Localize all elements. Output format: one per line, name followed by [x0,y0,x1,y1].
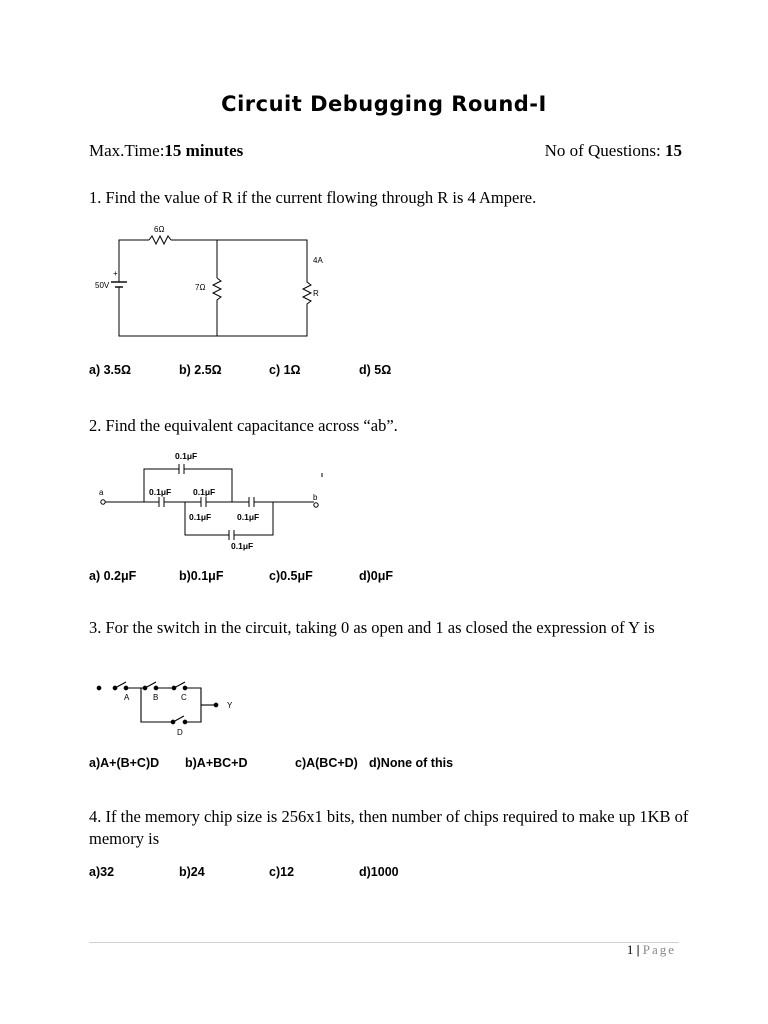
option-d: d) 5Ω [359,363,392,377]
footer-separator: | [636,942,640,957]
question-count-value: 15 [665,141,682,160]
question-2-text: 2. Find the equivalent capacitance across “ab”. [89,416,398,435]
cap-bottom-label: 0.1μF [231,541,254,551]
option-b: b)A+BC+D [185,756,248,770]
question-4-text: 4. If the memory chip size is 256x1 bits, then number of chips required to make up 1KB of memory is [89,807,689,848]
page-number: 1 [626,942,634,957]
page-label: Page [642,942,676,957]
option-a: a)A+(B+C)D [89,756,160,770]
question-count-label: No of Questions: [544,141,661,160]
option-b: b) 2.5Ω [179,363,222,377]
output-y-label: Y [227,701,233,710]
option-a: a)32 [89,865,115,879]
option-c: c) 1Ω [269,363,301,377]
page-title: Circuit Debugging Round-I [221,92,547,116]
question-count [545,141,682,161]
cap-3-label: 0.1μF [189,512,212,522]
question-1-circuit [89,222,349,342]
question-3-circuit [89,672,259,742]
option-c: c)A(BC+D) [295,756,358,770]
question-1-text: 1. Find the value of R if the current flowing through R is 4 Ampere. [89,188,537,207]
switch-a-label: A [124,693,130,702]
option-d: d)1000 [359,865,399,879]
question-3-text: 3. For the switch in the circuit, taking 0 as open and 1 as closed the expression of Y is [89,618,655,637]
max-time-label: Max.Time: [89,141,165,160]
switch-b-label: B [153,693,159,702]
option-a: a) 3.5Ω [89,363,131,377]
page-footer [627,942,676,958]
cap-2-label: 0.1μF [193,487,216,497]
question-2-circuit [89,447,329,555]
cap-4-label: 0.1μF [237,512,260,522]
option-c: c)12 [269,865,295,879]
option-c: c)0.5μF [269,569,313,583]
resistor-7-label: 7Ω [195,283,206,292]
cap-1-label: 0.1μF [149,487,172,497]
max-time [89,141,243,161]
source-label: 50V [95,281,110,290]
plus-sign: + [113,269,118,278]
switch-c-label: C [181,693,187,702]
terminal-b-label: b [313,493,318,502]
cap-top-label: 0.1μF [175,451,198,461]
resistor-r-label: R [313,289,319,298]
option-b: b)0.1μF [179,569,224,583]
switch-d-label: D [177,728,183,737]
terminal-a-label: a [99,488,104,497]
option-b: b)24 [179,865,205,879]
footer-divider [89,942,679,943]
option-d: d)None of this [369,756,454,770]
max-time-value: 15 minutes [164,141,244,160]
resistor-6-label: 6Ω [154,225,165,234]
option-a: a) 0.2μF [89,569,137,583]
current-label: 4A [313,256,323,265]
option-d: d)0μF [359,569,394,583]
